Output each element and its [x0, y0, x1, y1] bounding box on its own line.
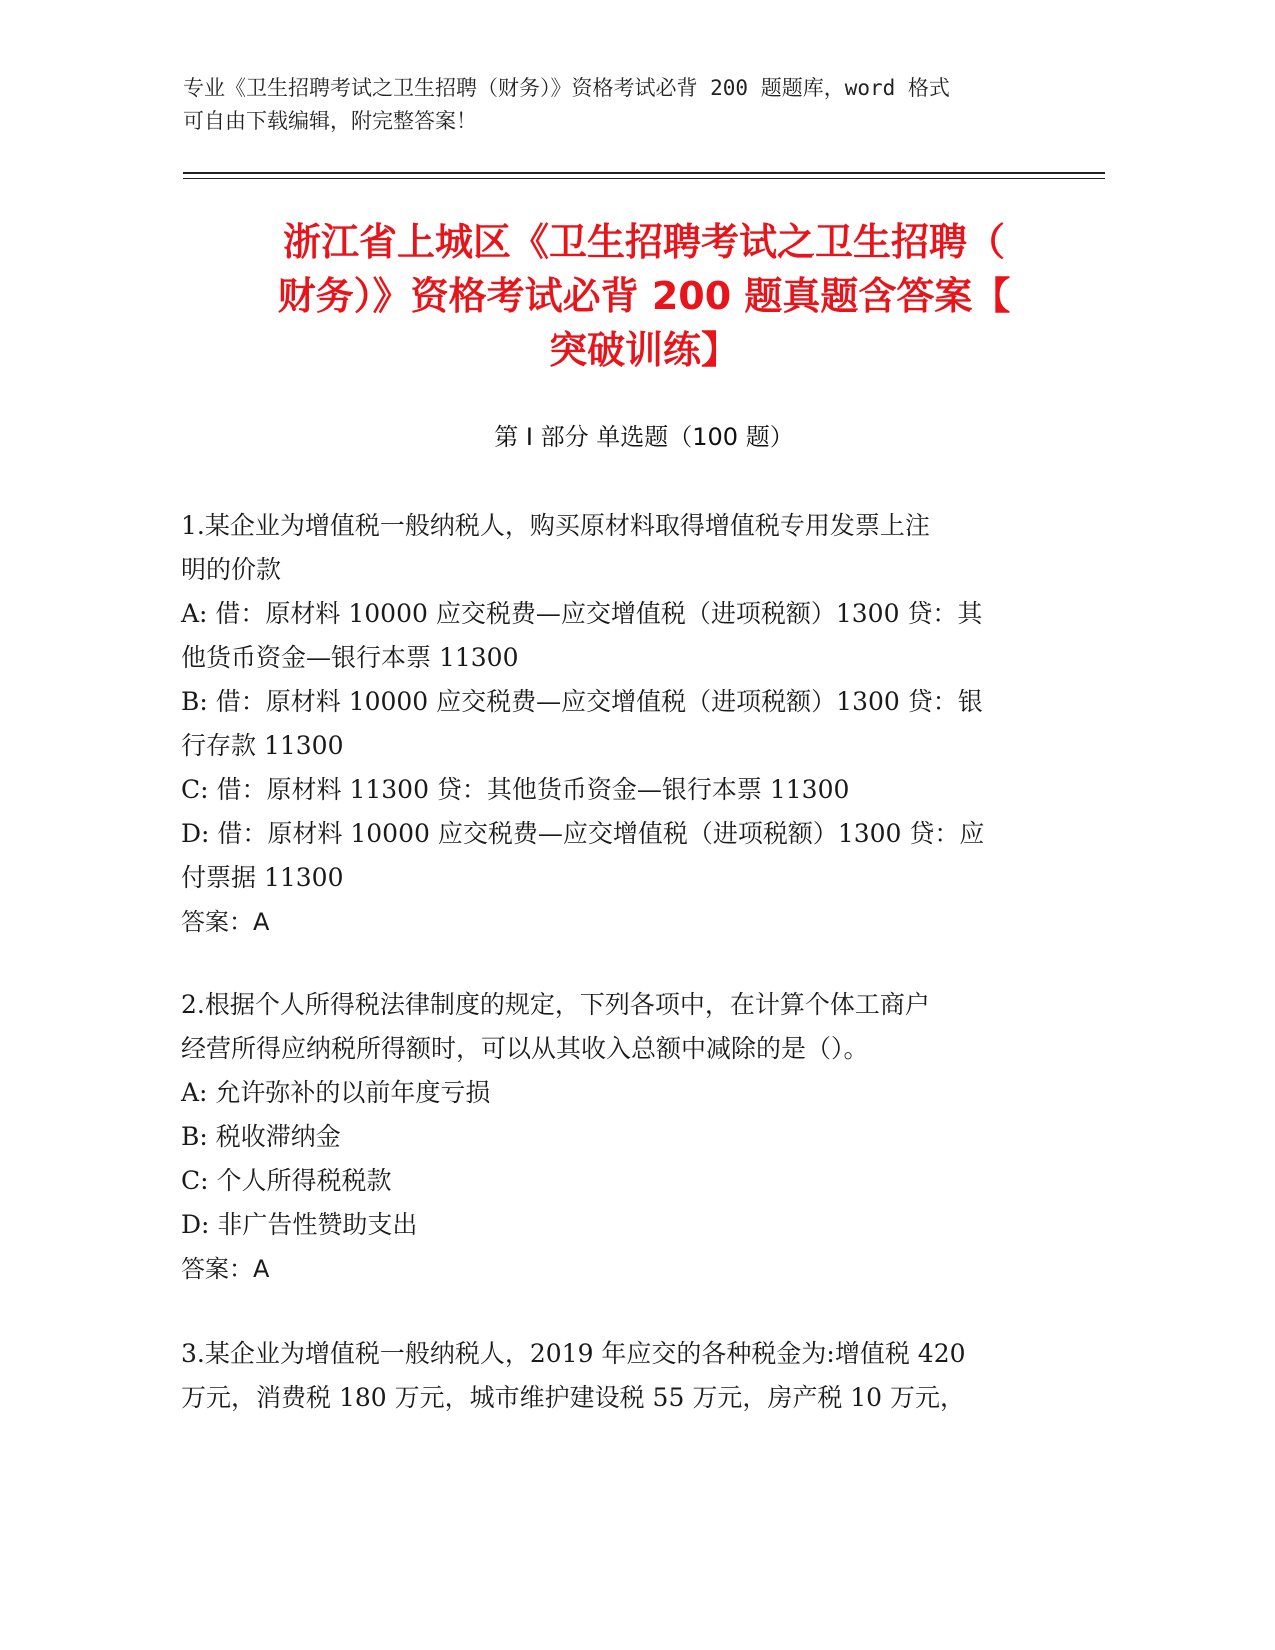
answer-label: 答案：A: [181, 1255, 270, 1283]
question-stem-line: 1.某企业为增值税一般纳税人，购买原材料取得增值税专用发票上注: [181, 511, 930, 540]
option-d-line: 付票据 11300: [181, 863, 344, 892]
header-note-line-1: 专业《卫生招聘考试之卫生招聘（财务）》资格考试必背 200 题题库，word 格式: [183, 76, 950, 100]
question-1: [181, 504, 1081, 944]
header-note: [183, 72, 1063, 138]
answer-label: 答案：A: [181, 908, 270, 936]
option-c-line: C: 借：原材料 11300 贷：其他货币资金—银行本票 11300: [181, 775, 850, 804]
document-title-line-3: 突破训练】: [548, 328, 739, 372]
option-d-line: D: 借：原材料 10000 应交税费—应交增值税（进项税额）1300 贷：应: [181, 819, 985, 848]
question-stem-line: 万元，消费税 180 万元，城市维护建设税 55 万元，房产税 10 万元，: [181, 1383, 966, 1412]
header-note-line-2: 可自由下载编辑，附完整答案！: [183, 109, 477, 133]
document-title: [183, 215, 1105, 377]
document-title-line-1: 浙江省上城区《卫生招聘考试之卫生招聘（: [282, 220, 1005, 264]
header-divider-thin: [183, 178, 1105, 179]
option-b-line: B: 借：原材料 10000 应交税费—应交增值税（进项税额）1300 贷：银: [181, 687, 983, 716]
option-b-line: B: 税收滞纳金: [181, 1122, 341, 1151]
question-2: [181, 983, 1081, 1291]
document-title-line-2: 财务）》资格考试必背 200 题真题含答案【: [277, 274, 1011, 318]
question-3: [181, 1332, 1081, 1420]
section-title: 第 I 部分 单选题（100 题）: [494, 423, 794, 451]
header-divider-thick: [183, 172, 1105, 174]
question-stem-line: 经营所得应纳税所得额时，可以从其收入总额中减除的是（）。: [181, 1034, 869, 1063]
option-a-line: 他货币资金—银行本票 11300: [181, 643, 519, 672]
option-a-line: A: 借：原材料 10000 应交税费—应交增值税（进项税额）1300 贷：其: [181, 599, 983, 628]
option-b-line: 行存款 11300: [181, 731, 344, 760]
option-c-line: C: 个人所得税税款: [181, 1166, 392, 1195]
option-a-line: A: 允许弥补的以前年度亏损: [181, 1078, 491, 1107]
question-stem-line: 3.某企业为增值税一般纳税人，2019 年应交的各种税金为:增值税 420: [181, 1339, 966, 1368]
question-stem-line: 2.根据个人所得税法律制度的规定，下列各项中，在计算个体工商户: [181, 990, 930, 1019]
question-stem-line: 明的价款: [181, 555, 282, 584]
option-d-line: D: 非广告性赞助支出: [181, 1210, 418, 1239]
